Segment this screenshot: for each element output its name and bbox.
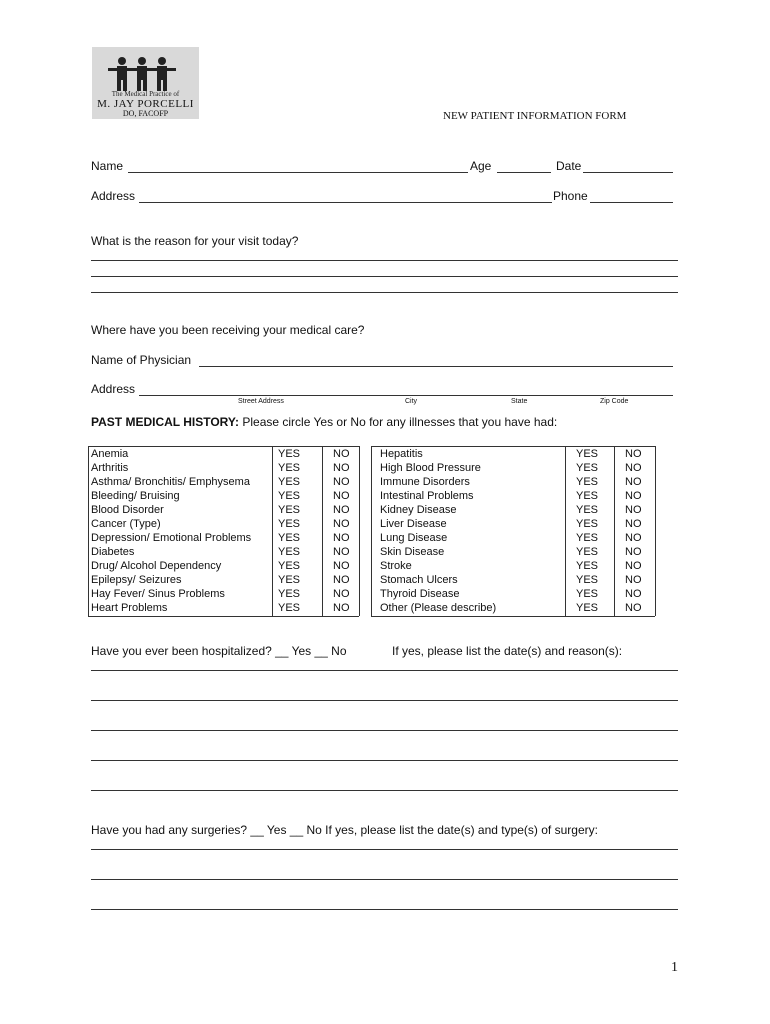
history-heading-bold: PAST MEDICAL HISTORY:: [91, 415, 240, 429]
yes-option[interactable]: YES: [576, 518, 599, 530]
physician-address-field[interactable]: [139, 395, 673, 396]
street-address-caption: Street Address: [238, 398, 284, 405]
no-option[interactable]: NO: [625, 518, 642, 530]
hospitalized-followup: If yes, please list the date(s) and reason(s):: [392, 644, 623, 658]
table-border: [655, 446, 656, 616]
yes-option[interactable]: YES: [278, 476, 301, 488]
no-option[interactable]: NO: [333, 476, 350, 488]
yes-option[interactable]: YES: [278, 602, 301, 614]
address-field[interactable]: [139, 202, 552, 203]
condition-label: Hepatitis: [380, 448, 423, 460]
age-label: Age: [470, 159, 492, 173]
hospitalized-question: Have you ever been hospitalized? __ Yes __ No: [91, 644, 347, 658]
person-figure-icon: [134, 57, 150, 91]
condition-label: Kidney Disease: [380, 504, 457, 516]
yes-option[interactable]: YES: [278, 532, 301, 544]
no-option[interactable]: NO: [625, 602, 642, 614]
condition-label: Stroke: [380, 560, 412, 572]
table-border: [359, 446, 360, 616]
date-field[interactable]: [583, 172, 673, 173]
condition-label: Asthma/ Bronchitis/ Emphysema: [91, 476, 250, 488]
condition-label: Immune Disorders: [380, 476, 470, 488]
yes-option[interactable]: YES: [576, 504, 599, 516]
condition-label: Liver Disease: [380, 518, 447, 530]
no-option[interactable]: NO: [333, 448, 350, 460]
table-border: [371, 616, 655, 617]
condition-label: Stomach Ulcers: [380, 574, 458, 586]
condition-label: Diabetes: [91, 546, 135, 558]
condition-label: Hay Fever/ Sinus Problems: [91, 588, 225, 600]
yes-option[interactable]: YES: [278, 504, 301, 516]
no-option[interactable]: NO: [333, 532, 350, 544]
age-field[interactable]: [497, 172, 551, 173]
name-field[interactable]: [128, 172, 468, 173]
no-option[interactable]: NO: [625, 532, 642, 544]
condition-label: Epilepsy/ Seizures: [91, 574, 182, 586]
yes-option[interactable]: YES: [576, 560, 599, 572]
hospital-line[interactable]: [91, 670, 678, 671]
no-option[interactable]: NO: [625, 490, 642, 502]
no-option[interactable]: NO: [333, 490, 350, 502]
yes-option[interactable]: YES: [278, 574, 301, 586]
yes-option[interactable]: YES: [576, 602, 599, 614]
no-option[interactable]: NO: [625, 574, 642, 586]
yes-option[interactable]: YES: [278, 588, 301, 600]
no-option[interactable]: NO: [625, 476, 642, 488]
zip-caption: Zip Code: [600, 398, 629, 405]
yes-option[interactable]: YES: [278, 546, 301, 558]
physician-field[interactable]: [199, 366, 673, 367]
yes-option[interactable]: YES: [576, 490, 599, 502]
condition-label: Blood Disorder: [91, 504, 164, 516]
name-label: Name: [91, 159, 124, 173]
date-label: Date: [556, 159, 582, 173]
no-option[interactable]: NO: [625, 462, 642, 474]
condition-label: Arthritis: [91, 462, 129, 474]
reason-question: What is the reason for your visit today?: [91, 234, 299, 248]
yes-option[interactable]: YES: [278, 448, 301, 460]
surgery-line[interactable]: [91, 879, 678, 880]
surgery-line[interactable]: [91, 849, 678, 850]
hospital-line[interactable]: [91, 790, 678, 791]
table-border: [371, 446, 372, 616]
no-option[interactable]: NO: [625, 560, 642, 572]
state-caption: State: [511, 398, 528, 405]
yes-option[interactable]: YES: [576, 476, 599, 488]
practice-logo: [92, 47, 199, 119]
surgery-question: Have you had any surgeries? __ Yes __ No If yes, please list the date(s) and type(s) of surgery:: [91, 823, 598, 837]
logo-line-3: DO, FACOFP: [122, 109, 169, 118]
person-figure-icon: [154, 57, 170, 91]
condition-label: Thyroid Disease: [380, 588, 460, 600]
condition-label: Heart Problems: [91, 602, 168, 614]
yes-option[interactable]: YES: [278, 560, 301, 572]
table-border: [614, 446, 615, 616]
condition-label: Intestinal Problems: [380, 490, 474, 502]
table-border: [88, 616, 359, 617]
reason-line[interactable]: [91, 292, 678, 293]
yes-option[interactable]: YES: [278, 518, 301, 530]
reason-line[interactable]: [91, 260, 678, 261]
no-option[interactable]: NO: [333, 546, 350, 558]
history-heading-text: Please circle Yes or No for any illnesses that you have had:: [239, 415, 558, 429]
no-option[interactable]: NO: [625, 504, 642, 516]
city-caption: City: [405, 398, 418, 405]
no-option[interactable]: NO: [333, 462, 350, 474]
logo-line-2: M. JAY PORCELLI: [97, 98, 194, 110]
yes-option[interactable]: YES: [576, 532, 599, 544]
no-option[interactable]: NO: [333, 588, 350, 600]
history-heading: [91, 415, 557, 429]
condition-label: Depression/ Emotional Problems: [91, 532, 252, 544]
form-title: NEW PATIENT INFORMATION FORM: [443, 110, 627, 122]
no-option[interactable]: NO: [333, 602, 350, 614]
condition-label: Cancer (Type): [91, 518, 161, 530]
reason-line[interactable]: [91, 276, 678, 277]
yes-option[interactable]: YES: [576, 448, 599, 460]
page-number: 1: [671, 960, 678, 975]
condition-label: Anemia: [91, 448, 129, 460]
condition-label: Other (Please describe): [380, 602, 497, 614]
yes-option[interactable]: YES: [576, 546, 599, 558]
condition-label: Bleeding/ Bruising: [91, 490, 180, 502]
care-question: Where have you been receiving your medical care?: [91, 323, 365, 337]
yes-option[interactable]: YES: [576, 462, 599, 474]
hospital-line[interactable]: [91, 730, 678, 731]
yes-option[interactable]: YES: [576, 574, 599, 586]
phone-label: Phone: [553, 189, 588, 203]
physician-label: Name of Physician: [91, 353, 192, 367]
no-option[interactable]: NO: [625, 588, 642, 600]
condition-label: Drug/ Alcohol Dependency: [91, 560, 222, 572]
no-option[interactable]: NO: [333, 504, 350, 516]
hospital-line[interactable]: [91, 760, 678, 761]
table-border: [88, 446, 89, 616]
table-border: [88, 446, 359, 447]
no-option[interactable]: NO: [333, 560, 350, 572]
no-option[interactable]: NO: [625, 546, 642, 558]
table-border: [322, 446, 323, 616]
logo-line-1: The Medical Practice of: [111, 90, 180, 98]
physician-address-label: Address: [91, 382, 136, 396]
phone-field[interactable]: [590, 202, 673, 203]
surgery-line[interactable]: [91, 909, 678, 910]
yes-option[interactable]: YES: [278, 490, 301, 502]
table-border: [272, 446, 273, 616]
address-label: Address: [91, 189, 136, 203]
no-option[interactable]: NO: [333, 518, 350, 530]
yes-option[interactable]: YES: [278, 462, 301, 474]
person-figure-icon: [114, 57, 130, 91]
table-border: [565, 446, 566, 616]
condition-label: Lung Disease: [380, 532, 448, 544]
no-option[interactable]: NO: [625, 448, 642, 460]
no-option[interactable]: NO: [333, 574, 350, 586]
hospital-line[interactable]: [91, 700, 678, 701]
yes-option[interactable]: YES: [576, 588, 599, 600]
condition-label: High Blood Pressure: [380, 462, 481, 474]
condition-label: Skin Disease: [380, 546, 445, 558]
